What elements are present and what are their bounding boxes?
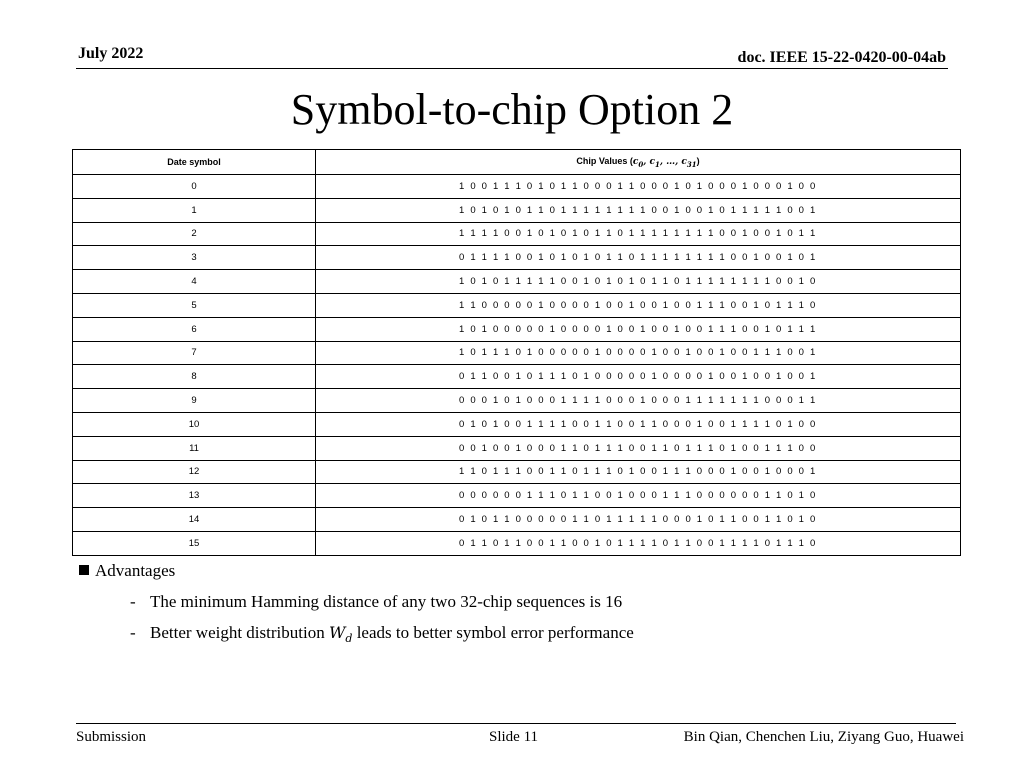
chip-values-cell: 0 0 1 0 0 1 0 0 0 1 1 0 1 1 1 0 0 1 1 0 1 1 1 0 1 0 0 1 1 1 0 0: [316, 436, 961, 460]
date-symbol-cell: 10: [73, 412, 316, 436]
date-symbol-cell: 14: [73, 508, 316, 532]
chip-values-cell: 0 1 0 1 0 0 1 1 1 1 0 0 1 1 0 0 1 1 0 0 0 1 0 0 1 1 1 1 0 1 0 0: [316, 412, 961, 436]
table-row: [73, 270, 961, 294]
table-row: [73, 175, 961, 199]
chip-values-cell: 1 0 1 1 1 0 1 0 0 0 0 0 1 0 0 0 0 1 0 0 1 0 0 1 0 0 1 1 1 0 0 1: [316, 341, 961, 365]
table-row: [73, 341, 961, 365]
table-row: [73, 484, 961, 508]
date-symbol-cell: 7: [73, 341, 316, 365]
table-header-row: [73, 150, 961, 175]
column-header-date-symbol: Date symbol: [73, 150, 316, 175]
chip-values-label: Chip Values (: [576, 155, 633, 166]
date-symbol-cell: 1: [73, 198, 316, 222]
date-symbol-cell: 2: [73, 222, 316, 246]
table-row: [73, 389, 961, 413]
date-symbol-cell: 3: [73, 246, 316, 270]
column-header-chip-values: Chip Values ($c_0$, $c_1$, …, $c_{31}$): [316, 150, 961, 175]
date-symbol-cell: 6: [73, 317, 316, 341]
table-row: [73, 436, 961, 460]
chip-values-cell: 1 1 0 1 1 1 0 0 1 1 0 1 1 1 0 1 0 0 1 1 1 0 0 0 1 0 0 1 0 0 0 1: [316, 460, 961, 484]
chip-values-cell: 1 0 0 1 1 1 0 1 0 1 1 0 0 0 1 1 0 0 0 1 0 1 0 0 0 1 0 0 0 1 0 0: [316, 175, 961, 199]
square-bullet-icon: [79, 565, 89, 575]
chip-values-cell: 1 1 0 0 0 0 0 1 0 0 0 0 1 0 0 1 0 0 1 0 0 1 1 1 0 0 1 0 1 1 1 0: [316, 293, 961, 317]
slide-title: Symbol-to-chip Option 2: [290, 85, 734, 134]
chip-values-cell: 0 0 0 1 0 1 0 0 0 1 1 1 1 0 0 0 1 0 0 0 1 1 1 1 1 1 1 0 0 0 1 1: [316, 389, 961, 413]
table-row: [73, 293, 961, 317]
chip-values-cell: 1 0 1 0 1 0 1 1 0 1 1 1 1 1 1 1 1 0 0 1 0 0 1 0 1 1 1 1 1 0 0 1: [316, 198, 961, 222]
header-doc-id: doc. IEEE 15-22-0420-00-04ab: [737, 49, 946, 66]
chip-values-cell: 0 1 1 1 1 0 0 1 0 1 0 1 0 1 1 0 1 1 1 1 1 1 1 1 0 0 1 0 0 1 0 1: [316, 246, 961, 270]
footer-authors: Bin Qian, Chenchen Liu, Ziyang Guo, Huawei: [683, 729, 964, 745]
table-row: [73, 246, 961, 270]
chip-values-cell: 1 1 1 1 0 0 1 0 1 0 1 0 1 1 0 1 1 1 1 1 1 1 1 0 0 1 0 0 1 0 1 1: [316, 222, 961, 246]
footer-divider: [76, 723, 956, 724]
date-symbol-cell: 9: [73, 389, 316, 413]
table-row: [73, 365, 961, 389]
chip-values-cell: 1 0 1 0 1 1 1 1 1 0 0 1 0 1 0 1 0 1 1 0 1 1 1 1 1 1 1 1 0 0 1 0: [316, 270, 961, 294]
chip-values-cell: 0 1 0 1 1 0 0 0 0 0 1 1 0 1 1 1 1 1 0 0 0 1 0 1 1 0 0 1 1 0 1 0: [316, 508, 961, 532]
footer-submission: Submission: [76, 729, 147, 745]
table-row: [73, 531, 961, 555]
advantage-item-weight: - Better weight distribution $W_d$ leads to better symbol error performance: [130, 623, 634, 646]
table-row: [73, 198, 961, 222]
date-symbol-cell: 12: [73, 460, 316, 484]
symbol-to-chip-table: [72, 149, 961, 556]
date-symbol-cell: 0: [73, 175, 316, 199]
date-symbol-cell: 15: [73, 531, 316, 555]
header-date: July 2022: [78, 45, 144, 62]
date-symbol-cell: 13: [73, 484, 316, 508]
date-symbol-cell: 11: [73, 436, 316, 460]
footer-slide-number: Slide 11: [489, 729, 539, 745]
table-row: [73, 222, 961, 246]
advantages-heading: Advantages: [79, 561, 175, 581]
table-row: [73, 508, 961, 532]
date-symbol-cell: 4: [73, 270, 316, 294]
chip-values-cell: 0 1 1 0 0 1 0 1 1 1 0 1 0 0 0 0 0 1 0 0 0 0 1 0 0 1 0 0 1 0 0 1: [316, 365, 961, 389]
table-row: [73, 317, 961, 341]
chip-values-cell: 0 0 0 0 0 0 1 1 1 0 1 1 0 0 1 0 0 0 1 1 1 0 0 0 0 0 0 1 1 0 1 0: [316, 484, 961, 508]
weight-symbol: $W_d$: [328, 623, 353, 646]
date-symbol-cell: 5: [73, 293, 316, 317]
advantage-item-hamming: - The minimum Hamming distance of any two 32-chip sequences is 16: [130, 592, 623, 611]
table-row: [73, 412, 961, 436]
chip-values-math: $c_0$, $c_1$, …, $c_{31}$: [632, 156, 697, 169]
chip-values-cell: 1 0 1 0 0 0 0 0 1 0 0 0 0 1 0 0 1 0 0 1 0 0 1 1 1 0 0 1 0 1 1 1: [316, 317, 961, 341]
header-divider: [76, 68, 948, 69]
date-symbol-cell: 8: [73, 365, 316, 389]
table-row: [73, 460, 961, 484]
chip-values-cell: 0 1 1 0 1 1 0 0 1 1 0 0 1 0 1 1 1 1 0 1 1 0 0 1 1 1 1 0 1 1 1 0: [316, 531, 961, 555]
